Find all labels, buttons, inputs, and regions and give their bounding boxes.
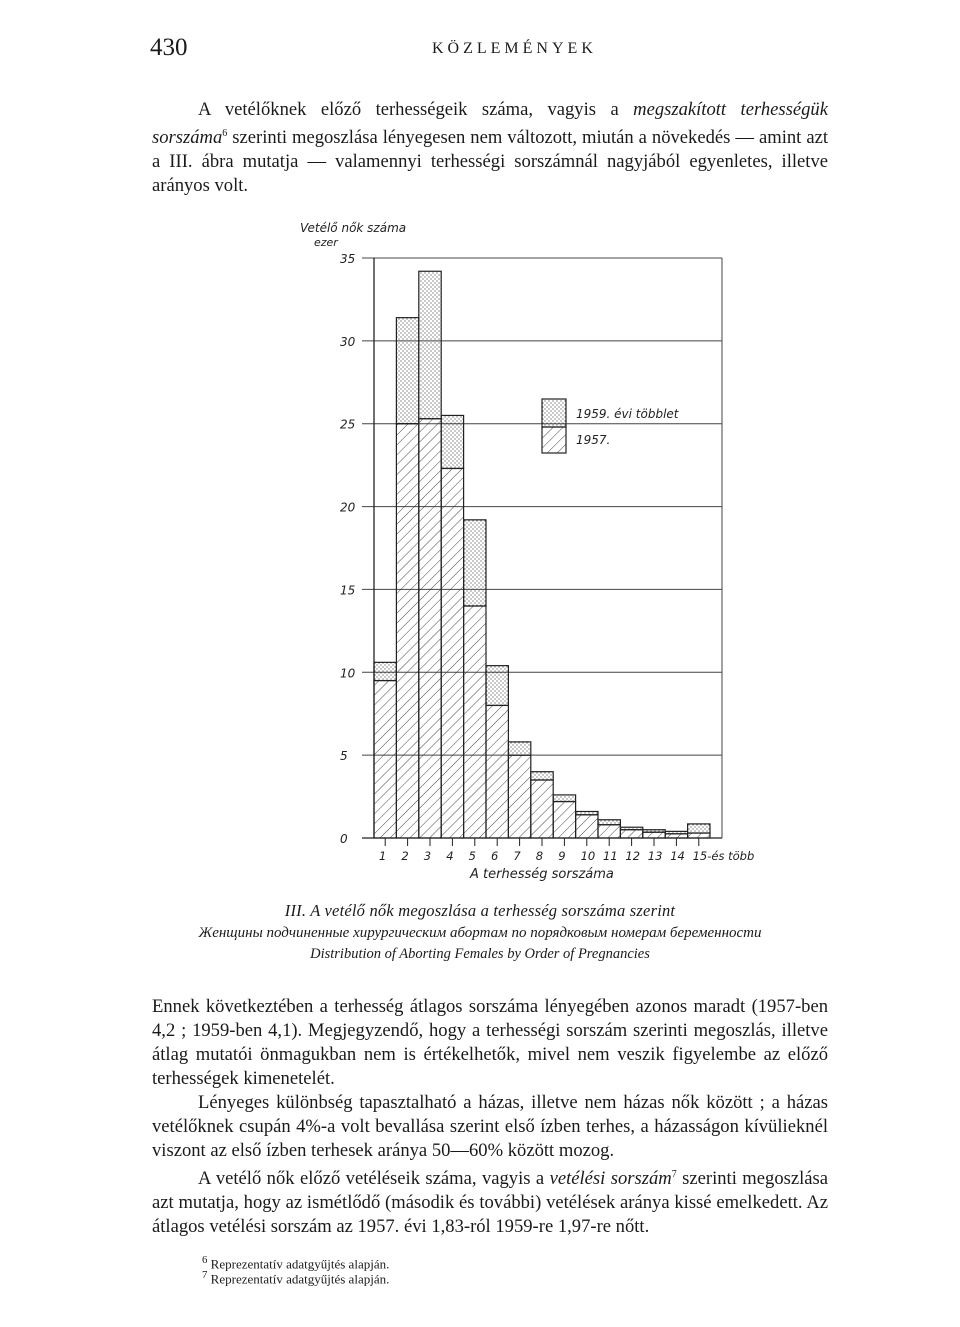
legend: [542, 399, 680, 453]
figure-caption-ru: Женщины подчиненные хирургическим абортам по порядковым номерам беременности: [198, 925, 762, 941]
bar-surplus-8: [531, 772, 553, 780]
chart-bars: [374, 271, 710, 838]
para2-p3-c: szerinti megoszlása azt mutatja, hogy az ismétlődő (második és további) vetélések aránya kissé emelkedett. Az átlagos vetélési sorszám az 1957. évi 1,83-ról 1959-re 1,97-re nőtt.: [152, 1168, 829, 1238]
bar-surplus-13: [643, 830, 665, 832]
figure-caption-hu-text: A vetélő nők megoszlása a terhesség sorszáma szerint: [306, 901, 676, 920]
x-tick-label-1: 1: [379, 849, 387, 863]
bar-1957-5: [464, 606, 486, 838]
y-tick-label-25: 25: [340, 417, 356, 432]
para2-p3-a: A vetélő nők előző vetéléseik száma, vagyis a: [198, 1168, 550, 1190]
footnote-ref-6[interactable]: 6: [222, 128, 228, 139]
paragraph-2: [152, 995, 828, 1239]
legend-label-surplus: 1959. évi többlet: [576, 407, 679, 421]
bar-1957-11: [598, 825, 620, 838]
bar-1957-12: [620, 830, 642, 838]
figure-number: III.: [284, 901, 307, 920]
para1-text-a: A vetélőknek előző terhességeik száma, vagyis a: [198, 99, 634, 120]
x-tick-label-5: 5: [468, 849, 476, 863]
bar-surplus-4: [441, 415, 463, 468]
page-number: 430: [150, 34, 188, 61]
bar-1957-13: [643, 832, 665, 838]
para2-p2: Lényeges különbség tapasztalható a házas, illetve nem házas nők között ; a házas vetélőknek csupán 4%-a volt bevallása szerint első ízben terhes, a házasságon kívülieknél viszont az első ízben terhesek aránya 50—60% között mozog.: [152, 1092, 828, 1161]
y-tick-label-10: 10: [340, 666, 356, 681]
footnote-7: [202, 1268, 389, 1286]
footnote-7-mark: 7: [202, 1269, 208, 1281]
x-tick-label-13: 13: [647, 849, 663, 863]
bar-1957-6: [486, 705, 508, 838]
bar-1957-4: [441, 468, 463, 838]
x-tick-label-6: 6: [491, 849, 499, 863]
legend-swatch-surplus: [542, 399, 566, 427]
bar-1957-8: [531, 780, 553, 838]
x-tick-label-12: 12: [625, 849, 641, 863]
x-axis-title: A terhesség sorszáma: [470, 867, 614, 882]
figure-caption-hu: [0, 901, 960, 921]
bar-surplus-6: [486, 666, 508, 706]
bar-surplus-9: [553, 795, 575, 802]
bar-surplus-10: [576, 811, 598, 814]
bar-surplus-14: [665, 831, 687, 833]
footnote-6-mark: 6: [202, 1254, 208, 1266]
x-tick-label-7: 7: [513, 849, 521, 863]
para2-term: vetélési sorszám: [549, 1168, 672, 1190]
x-tick-label-3: 3: [423, 849, 432, 863]
para2-p1: Ennek következtében a terhesség átlagos sorszáma lényegében azonos maradt (1957-ben 4,2 ; 1959-ben 4,1). Megjegyzendő, hogy a terhességi sorszám szerinti megoszlás, illetve átlag mutatói önmagukban nem is értékelhetők, mivel nem veszik figyelembe az előző terhességek kimenetelét.: [152, 996, 828, 1089]
y-tick-label-30: 30: [340, 334, 356, 349]
y-axis-title: Vetélő nők száma: [300, 221, 407, 235]
legend-swatch-1957: [542, 427, 566, 453]
y-tick-label-35: 35: [340, 252, 356, 266]
x-tick-label-8: 8: [535, 849, 544, 863]
x-tick-label-2: 2: [401, 849, 409, 863]
footnote-ref-7[interactable]: 7: [671, 1169, 677, 1180]
bar-1957-3: [419, 419, 441, 838]
running-head: KÖZLEMÉNYEK: [432, 40, 597, 57]
bar-surplus-2: [396, 318, 418, 424]
bar-1957-1: [374, 681, 396, 838]
para1-term: megszakított terhességük sorszáma: [152, 99, 828, 149]
figure-caption-en: Distribution of Aborting Females by Order of Pregnancies: [310, 946, 650, 962]
x-tick-label-10: 10: [580, 849, 596, 863]
bar-surplus-7: [508, 742, 530, 755]
footnote-7-text: Reprezentatív adatgyűjtés alapján.: [207, 1271, 390, 1287]
x-tick-label-15-és több: 15-és több: [692, 849, 755, 863]
bar-1957-7: [508, 755, 530, 838]
y-tick-label-5: 5: [340, 749, 348, 764]
legend-label-1957: 1957.: [576, 433, 611, 447]
bar-1957-2: [396, 424, 418, 838]
bar-surplus-3: [419, 271, 441, 418]
x-tick-label-9: 9: [558, 849, 566, 863]
bar-1957-15-és több: [688, 833, 710, 838]
bar-1957-10: [576, 815, 598, 838]
y-axis-unit: ezer: [314, 236, 338, 249]
para1-text-b: szerinti megoszlása lényegesen nem változott, miután a növekedés — amint azt a III. ábra mutatja — valamennyi terhességi sorszámnál nagyjából egyenletes, illetve arányos volt.: [152, 127, 828, 197]
footnote-6-text: Reprezentatív adatgyűjtés alapján.: [207, 1256, 390, 1272]
bar-surplus-11: [598, 820, 620, 825]
y-tick-label-0: 0: [340, 832, 348, 846]
y-tick-label-15: 15: [340, 583, 356, 598]
x-tick-label-4: 4: [446, 849, 454, 863]
y-tick-label-20: 20: [340, 500, 356, 515]
bar-surplus-15-és több: [688, 824, 710, 833]
x-tick-label-14: 14: [670, 849, 685, 863]
x-tick-label-11: 11: [603, 849, 618, 863]
bar-surplus-12: [620, 827, 642, 829]
bar-surplus-1: [374, 662, 396, 680]
bar-surplus-5: [464, 520, 486, 606]
bar-1957-9: [553, 802, 575, 838]
